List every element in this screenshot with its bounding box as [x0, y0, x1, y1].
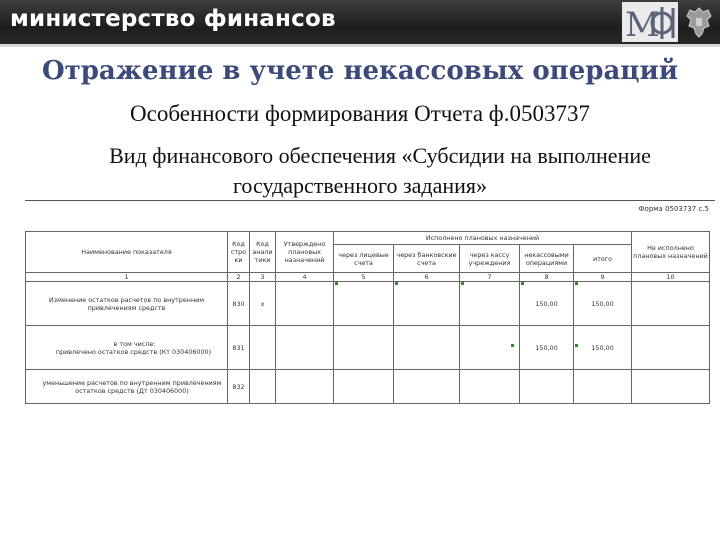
row-analytic-code: х: [250, 282, 276, 326]
column-number: 10: [632, 273, 710, 282]
row-name: привлечено остатков средств (Кт 030406000): [55, 347, 212, 356]
header-noncash: некассовыми операциями: [520, 245, 574, 273]
funding-kind-line-1: Вид финансового обеспечения «Субсидии на выполнение: [109, 143, 651, 168]
slide-subtitle: Особенности формирования Отчета ф.0503737: [130, 101, 590, 126]
header-via-banks: через банковские счета: [394, 245, 460, 273]
row-via-accounts-cell: [334, 370, 394, 404]
row-total: 150,00: [574, 326, 632, 370]
column-number: 1: [26, 273, 228, 282]
cell-comment-marker: [395, 282, 398, 285]
header-line-code: Код стро ки: [228, 232, 250, 273]
funding-kind-line-2: государственного задания»: [232, 173, 488, 198]
report-form-sheet: [25, 200, 715, 407]
table-row: [26, 282, 710, 326]
row-not-executed-cell: [632, 282, 710, 326]
report-table: [25, 231, 710, 404]
header-approved: Утверждено плановых назначений: [276, 232, 334, 273]
slide-title: Отражение в учете некассовых операций: [41, 56, 679, 86]
column-number: 6: [394, 273, 460, 282]
column-number: 2: [228, 273, 250, 282]
row-via-cash-cell: [460, 326, 520, 370]
column-number: 4: [276, 273, 334, 282]
table-row: [26, 370, 710, 404]
row-name: уменьшение расчетов по внутренним привлечениям остатков средств (Дт 030406000): [26, 370, 228, 404]
cell-comment-marker: [521, 282, 524, 285]
cell-comment-marker: [575, 282, 578, 285]
header-via-accounts: через лицевые счета: [334, 245, 394, 273]
header-total: итого: [574, 245, 632, 273]
row-via-banks-cell: [394, 370, 460, 404]
ministry-of-finance-logo-icon: [622, 2, 678, 42]
row-noncash: 150,00: [520, 326, 574, 370]
column-number: 5: [334, 273, 394, 282]
form-code: Форма 0503737 с.5: [638, 205, 709, 213]
row-analytic-code: [250, 326, 276, 370]
row-total: [574, 370, 632, 404]
column-number: 7: [460, 273, 520, 282]
row-name-prefix: в том числе:: [113, 339, 156, 348]
header-bar: [0, 0, 720, 46]
row-total: 150,00: [574, 282, 632, 326]
row-line-code: 830: [228, 282, 250, 326]
row-approved-cell: [276, 282, 334, 326]
row-noncash: [520, 370, 574, 404]
svg-text:М: М: [625, 5, 660, 42]
row-analytic-code: [250, 370, 276, 404]
double-headed-eagle-emblem-icon: [684, 4, 714, 40]
row-via-cash-cell: [460, 370, 520, 404]
row-approved-cell: [276, 326, 334, 370]
column-number: 3: [250, 273, 276, 282]
header-divider: [0, 44, 720, 47]
row-approved-cell: [276, 370, 334, 404]
row-name: Изменение остатков расчетов по внутренним привлечениям средств: [26, 282, 228, 326]
row-via-accounts-cell: [334, 282, 394, 326]
row-via-cash-cell: [460, 282, 520, 326]
ministry-name: министерство финансов: [10, 6, 336, 32]
table-row: [26, 326, 710, 370]
cell-comment-marker: [461, 282, 464, 285]
cell-comment-marker: [511, 344, 514, 347]
header-not-executed: Не исполнено плановых назначений: [632, 232, 710, 273]
row-line-code: 832: [228, 370, 250, 404]
row-via-banks-cell: [394, 326, 460, 370]
row-name-cell: [26, 326, 228, 370]
row-via-banks-cell: [394, 282, 460, 326]
row-line-code: 831: [228, 326, 250, 370]
row-not-executed-cell: [632, 370, 710, 404]
header-executed-group: Исполнено плановых назначений: [334, 232, 632, 245]
header-via-cash: через кассу учреждения: [460, 245, 520, 273]
row-noncash: 150,00: [520, 282, 574, 326]
row-via-accounts-cell: [334, 326, 394, 370]
header-name: Наименование показателя: [26, 232, 228, 273]
column-number: 8: [520, 273, 574, 282]
cell-comment-marker: [575, 344, 578, 347]
column-number: 9: [574, 273, 632, 282]
row-not-executed-cell: [632, 326, 710, 370]
header-analytic-code: Код анали тики: [250, 232, 276, 273]
cell-comment-marker: [335, 282, 338, 285]
